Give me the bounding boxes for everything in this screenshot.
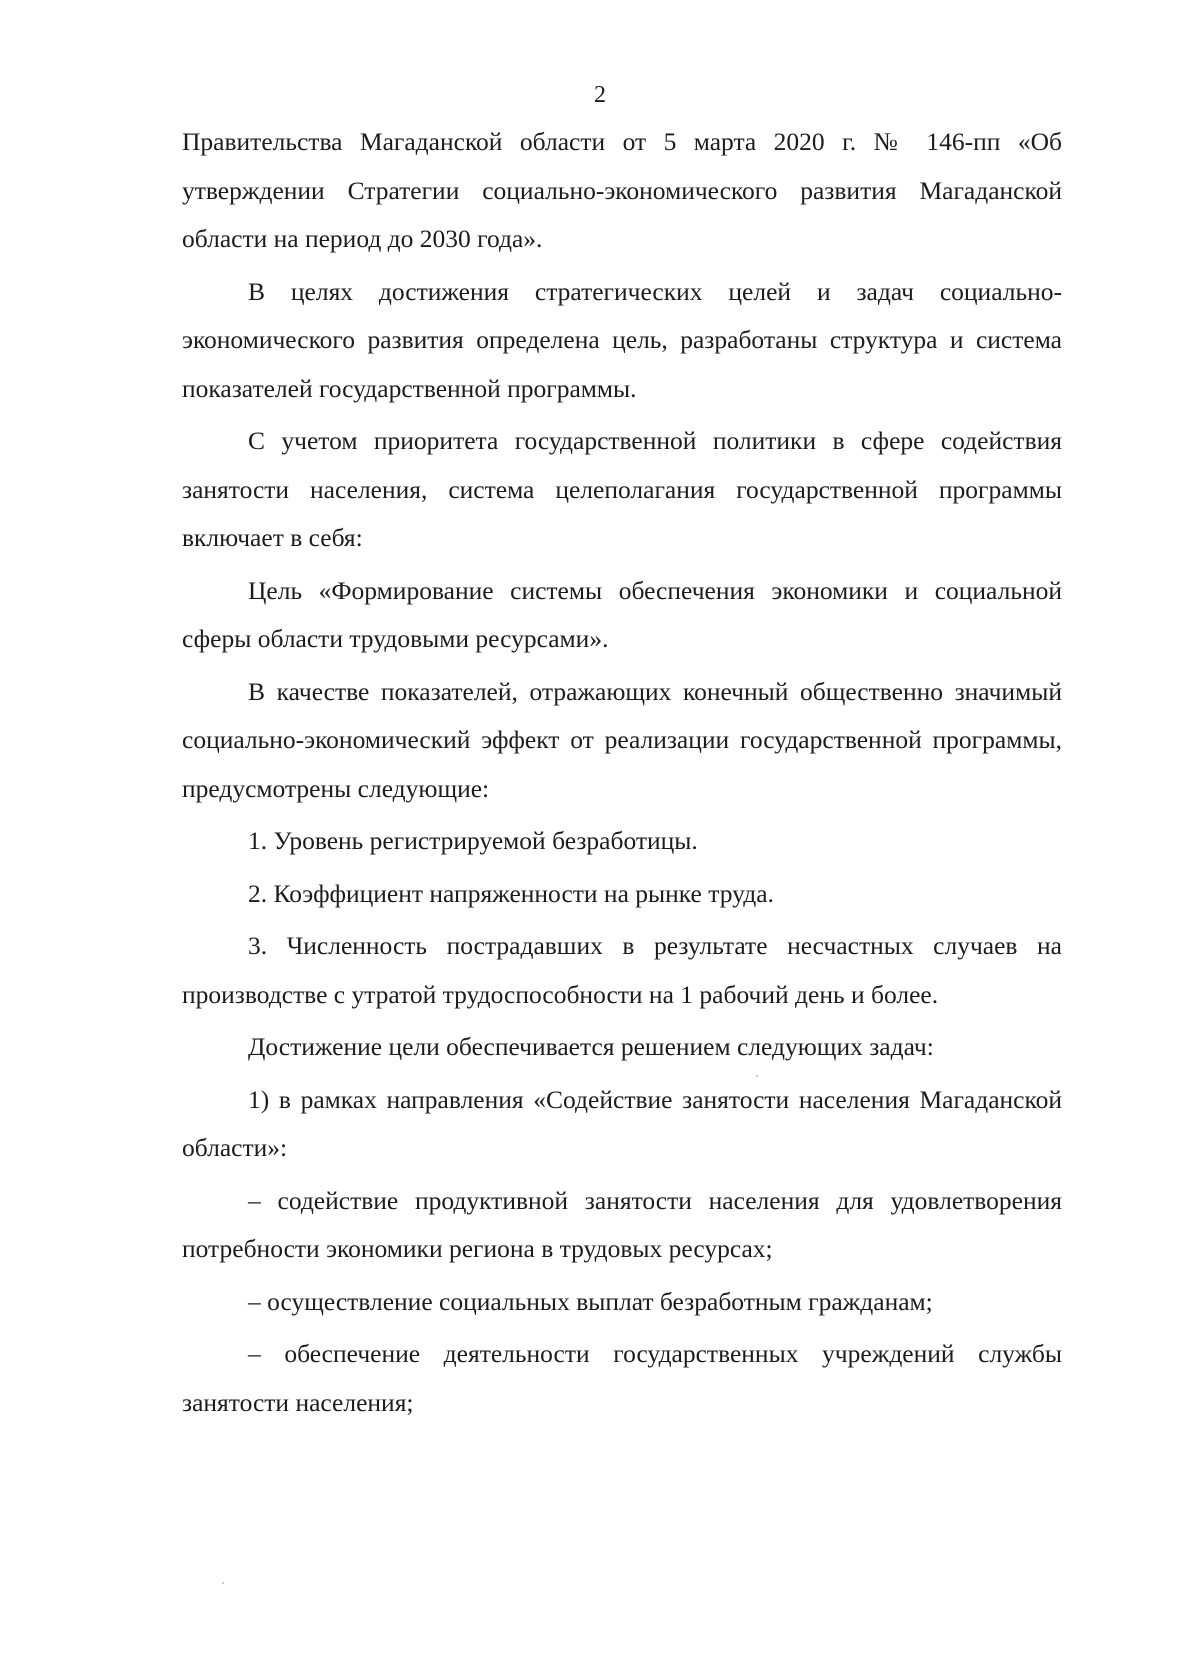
paragraph-goal-statement: Цель «Формирование системы обеспечения экономики и социальной сферы области трудовыми ресурсами». bbox=[182, 575, 1062, 653]
task-direction-1: 1) в рамках направления «Содействие занятости населения Магаданской области»: bbox=[182, 1084, 1062, 1162]
indicator-item-1: 1. Уровень регистрируемой безработицы. bbox=[248, 826, 698, 855]
document-body bbox=[182, 118, 1062, 1427]
paragraph-continuation: Правительства Магаданской области от 5 марта 2020 г. № 146-пп «Об утверждении Стратегии социально-экономического развития Магаданской области на период до 2030 года». bbox=[182, 127, 1062, 253]
page-number: 2 bbox=[594, 82, 606, 108]
task-bullet-2: – осуществление социальных выплат безработным гражданам; bbox=[248, 1286, 933, 1316]
indicator-item-3: 3. Численность пострадавших в результате несчастных случаев на производстве с утратой трудоспособности на 1 рабочий день и более. bbox=[182, 931, 1062, 1009]
paragraph-indicators-intro: В качестве показателей, отражающих конечный общественно значимый социально-экономический эффект от реализации государственной программы, предусмотрены следующие: bbox=[182, 676, 1062, 803]
paragraph-priority: С учетом приоритета государственной политики в сфере содействия занятости населения, система целеполагания государственной программы включает в себя: bbox=[182, 426, 1062, 552]
scan-speck bbox=[756, 1075, 758, 1077]
scan-speck bbox=[222, 1582, 224, 1584]
indicator-item-2: 2. Коэффициент напряженности на рынке труда. bbox=[248, 878, 774, 908]
paragraph-tasks-intro: Достижение цели обеспечивается решением следующих задач: bbox=[248, 1032, 934, 1061]
paragraph-goals: В целях достижения стратегических целей и задач социально-экономического развития определена цель, разработаны структура и система показателей государственной программы. bbox=[182, 276, 1062, 403]
task-bullet-3: – обеспечение деятельности государственных учреждений службы занятости населения; bbox=[182, 1339, 1062, 1417]
task-bullet-1: – содействие продуктивной занятости населения для удовлетворения потребности экономики региона в трудовых ресурсах; bbox=[182, 1185, 1062, 1263]
